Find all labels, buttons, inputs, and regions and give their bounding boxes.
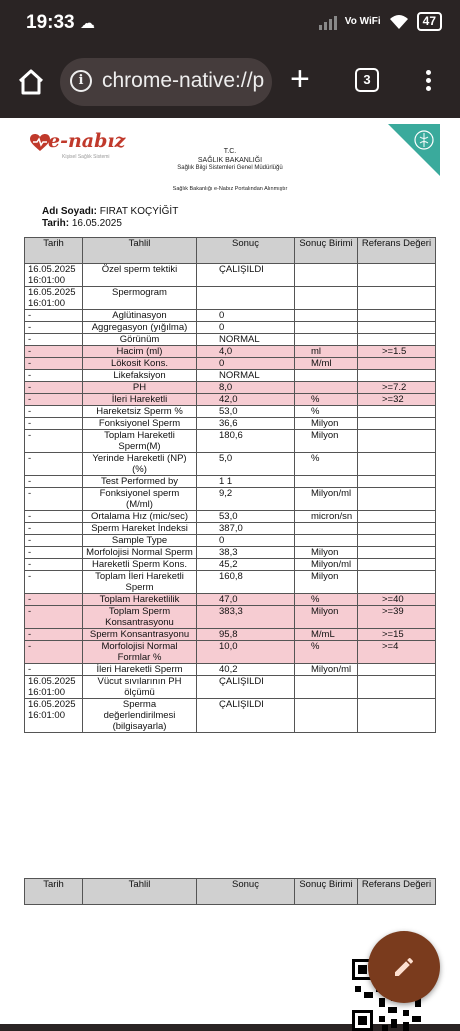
row-result: 38,3: [197, 547, 295, 559]
row-date: -: [25, 430, 83, 453]
row-test: Görünüm: [83, 334, 197, 346]
row-ref: [358, 488, 436, 511]
row-date: -: [25, 559, 83, 571]
row-result: 180,6: [197, 430, 295, 453]
row-unit: Milyon: [295, 606, 358, 629]
status-indicators: [319, 12, 442, 31]
row-result: NORMAL: [197, 370, 295, 382]
row-ref: [358, 511, 436, 523]
col-header-unit: Sonuç Birimi: [295, 879, 358, 905]
row-test: Vücut sıvılarının PH ölçümü: [83, 676, 197, 699]
col-header-date: Tarih: [25, 238, 83, 264]
row-date: 16.05.2025 16:01:00: [25, 699, 83, 733]
table-row: [25, 606, 436, 629]
wifi-icon: [389, 14, 409, 30]
table-body: [25, 264, 436, 733]
row-date: -: [25, 358, 83, 370]
pencil-icon: [392, 955, 416, 979]
row-date: -: [25, 453, 83, 476]
col-header-ref: Referans Değeri: [358, 879, 436, 905]
row-date: -: [25, 310, 83, 322]
row-unit: Milyon: [295, 418, 358, 430]
lab-results-table: [24, 237, 436, 733]
row-date: 16.05.2025 16:01:00: [25, 676, 83, 699]
report-page: [0, 118, 460, 860]
row-date: -: [25, 594, 83, 606]
row-unit: [295, 382, 358, 394]
row-unit: Milyon/ml: [295, 488, 358, 511]
row-date: -: [25, 641, 83, 664]
row-result: 5,0: [197, 453, 295, 476]
row-result: 53,0: [197, 406, 295, 418]
table-row: [25, 453, 436, 476]
row-date: -: [25, 629, 83, 641]
row-result: 47,0: [197, 594, 295, 606]
row-result: 95,8: [197, 629, 295, 641]
name-label: Adı Soyadı:: [42, 206, 98, 217]
row-date: -: [25, 418, 83, 430]
row-test: Ortalama Hız (mic/sec): [83, 511, 197, 523]
address-bar[interactable]: [60, 58, 272, 106]
row-unit: M/mL: [295, 629, 358, 641]
row-unit: [295, 322, 358, 334]
row-result: NORMAL: [197, 334, 295, 346]
col-header-test: Tahlil: [83, 879, 197, 905]
row-ref: [358, 334, 436, 346]
table-row: [25, 382, 436, 394]
row-result: 53,0: [197, 511, 295, 523]
row-date: 16.05.2025 16:01:00: [25, 287, 83, 310]
row-unit: [295, 676, 358, 699]
row-ref: [358, 322, 436, 334]
row-unit: micron/sn: [295, 511, 358, 523]
row-test: Fonksiyonel sperm (M/ml): [83, 488, 197, 511]
col-header-test: Tahlil: [83, 238, 197, 264]
row-unit: M/ml: [295, 358, 358, 370]
row-date: -: [25, 664, 83, 676]
row-result: 10,0: [197, 641, 295, 664]
row-test: İleri Hareketli Sperm: [83, 664, 197, 676]
row-date: -: [25, 334, 83, 346]
header-directorate: Sağlık Bilgi Sistemleri Genel Müdürlüğü: [177, 165, 283, 171]
row-unit: [295, 370, 358, 382]
row-ref: >=40: [358, 594, 436, 606]
table-header-row: [25, 238, 436, 264]
table-row: [25, 699, 436, 733]
row-test: Sperma değerlendirilmesi (bilgisayarla): [83, 699, 197, 733]
signal-icon: [319, 14, 337, 30]
row-test: Toplam Sperm Konsantrasyonu: [83, 606, 197, 629]
row-result: 9,2: [197, 488, 295, 511]
row-result: 8,0: [197, 382, 295, 394]
new-tab-button[interactable]: +: [290, 60, 310, 98]
row-ref: [358, 418, 436, 430]
name-value: FIRAT KOÇYİĞİT: [99, 206, 179, 217]
table-row: [25, 523, 436, 535]
report-date: [42, 218, 122, 229]
table-row: [25, 559, 436, 571]
row-ref: >=32: [358, 394, 436, 406]
row-test: Morfolojisi Normal Formlar %: [83, 641, 197, 664]
row-date: -: [25, 511, 83, 523]
row-ref: [358, 476, 436, 488]
row-ref: [358, 664, 436, 676]
row-ref: >=1.5: [358, 346, 436, 358]
row-date: -: [25, 476, 83, 488]
row-unit: Milyon/ml: [295, 664, 358, 676]
row-unit: [295, 476, 358, 488]
row-unit: Milyon/ml: [295, 559, 358, 571]
vowifi-label: Vo WiFi: [344, 15, 381, 27]
row-ref: >=15: [358, 629, 436, 641]
row-ref: [358, 699, 436, 733]
row-result: 387,0: [197, 523, 295, 535]
row-result: [197, 287, 295, 310]
row-ref: >=7.2: [358, 382, 436, 394]
row-unit: %: [295, 394, 358, 406]
table-row: [25, 264, 436, 287]
row-unit: %: [295, 641, 358, 664]
table-row: [25, 547, 436, 559]
row-date: -: [25, 346, 83, 358]
row-ref: [358, 370, 436, 382]
row-date: -: [25, 535, 83, 547]
row-unit: [295, 334, 358, 346]
row-result: 36,6: [197, 418, 295, 430]
cloud-icon: ☁: [80, 15, 95, 32]
tab-switcher-button[interactable]: 3: [355, 68, 379, 92]
row-result: ÇALIŞILDI: [197, 264, 295, 287]
row-test: Aglütinasyon: [83, 310, 197, 322]
patient-name: [42, 206, 178, 217]
table-row: [25, 346, 436, 358]
table-header-row: [25, 879, 436, 905]
row-unit: %: [295, 453, 358, 476]
row-ref: [358, 264, 436, 287]
row-ref: [358, 571, 436, 594]
row-test: Aggregasyon (yığılma): [83, 322, 197, 334]
table-row: [25, 535, 436, 547]
row-test: İleri Hareketli: [83, 394, 197, 406]
row-unit: [295, 535, 358, 547]
row-unit: [295, 287, 358, 310]
row-test: Sperm Konsantrasyonu: [83, 629, 197, 641]
table-row: [25, 322, 436, 334]
row-date: -: [25, 547, 83, 559]
row-result: 0: [197, 358, 295, 370]
date-value: 16.05.2025: [71, 218, 122, 229]
table-row: [25, 310, 436, 322]
row-date: 16.05.2025 16:01:00: [25, 264, 83, 287]
row-test: Hacim (ml): [83, 346, 197, 358]
row-test: PH: [83, 382, 197, 394]
row-test: Fonksiyonel Sperm: [83, 418, 197, 430]
header-tc: T.C.: [223, 148, 237, 155]
status-time: 19:33: [26, 12, 75, 33]
edit-fab-button[interactable]: [368, 931, 440, 1003]
row-unit: ml: [295, 346, 358, 358]
row-test: Sperm Hareket İndeksi: [83, 523, 197, 535]
row-test: Lökosit Kons.: [83, 358, 197, 370]
table-row: [25, 476, 436, 488]
table-row: [25, 430, 436, 453]
row-unit: Milyon: [295, 430, 358, 453]
col-header-result: Sonuç: [197, 238, 295, 264]
row-test: Spermogram: [83, 287, 197, 310]
row-date: -: [25, 488, 83, 511]
date-label: Tarih:: [42, 218, 70, 229]
row-ref: [358, 676, 436, 699]
row-result: ÇALIŞILDI: [197, 676, 295, 699]
url-text[interactable]: chrome-native://p: [102, 69, 265, 92]
table-row: [25, 629, 436, 641]
row-result: 0: [197, 322, 295, 334]
table-row: [25, 488, 436, 511]
row-unit: [295, 523, 358, 535]
row-ref: [358, 523, 436, 535]
row-unit: [295, 264, 358, 287]
row-date: -: [25, 523, 83, 535]
table-row: [25, 676, 436, 699]
row-unit: %: [295, 594, 358, 606]
row-result: ÇALIŞILDI: [197, 699, 295, 733]
logo-subtitle: Kişisel Sağlık Sistemi: [62, 154, 110, 160]
table-row: [25, 334, 436, 346]
row-test: Sample Type: [83, 535, 197, 547]
row-date: -: [25, 370, 83, 382]
row-result: 45,2: [197, 559, 295, 571]
row-unit: %: [295, 406, 358, 418]
row-test: Hareketli Sperm Kons.: [83, 559, 197, 571]
row-test: Özel sperm tektiki: [83, 264, 197, 287]
row-result: 160,8: [197, 571, 295, 594]
table-row: [25, 370, 436, 382]
col-header-date: Tarih: [25, 879, 83, 905]
browser-toolbar: [0, 50, 460, 118]
row-date: -: [25, 394, 83, 406]
row-result: 383,3: [197, 606, 295, 629]
header-ministry: SAĞLIK BAKANLIĞI: [197, 157, 263, 164]
table-row: [25, 394, 436, 406]
row-unit: Milyon: [295, 547, 358, 559]
row-ref: [358, 535, 436, 547]
table-row: [25, 571, 436, 594]
status-bar: [0, 0, 460, 50]
lab-results-table-2: [24, 878, 436, 905]
row-unit: [295, 699, 358, 733]
row-ref: [358, 406, 436, 418]
row-test: Toplam Hareketli Sperm(M): [83, 430, 197, 453]
more-vert-icon[interactable]: [418, 67, 438, 97]
table-row: [25, 511, 436, 523]
row-unit: Milyon: [295, 571, 358, 594]
row-test: Toplam Hareketlilik: [83, 594, 197, 606]
header-source: Sağlık Bakanlığı e-Nabız Portalından Alınmıştır: [172, 186, 288, 192]
table-row: [25, 641, 436, 664]
table-row: [25, 594, 436, 606]
row-date: -: [25, 382, 83, 394]
row-test: Likefaksiyon: [83, 370, 197, 382]
row-test: Morfolojisi Normal Sperm: [83, 547, 197, 559]
row-test: Hareketsiz Sperm %: [83, 406, 197, 418]
row-test: Yerinde Hareketli (NP) (%): [83, 453, 197, 476]
row-result: 42,0: [197, 394, 295, 406]
row-ref: [358, 310, 436, 322]
row-ref: [358, 287, 436, 310]
row-ref: [358, 453, 436, 476]
row-ref: [358, 559, 436, 571]
row-ref: [358, 547, 436, 559]
table-row: [25, 418, 436, 430]
col-header-result: Sonuç: [197, 879, 295, 905]
col-header-ref: Referans Değeri: [358, 238, 436, 264]
page-viewport[interactable]: [0, 118, 460, 1024]
logo-text: e-nabız: [48, 130, 126, 152]
row-result: 4,0: [197, 346, 295, 358]
row-unit: [295, 310, 358, 322]
info-icon[interactable]: i: [70, 70, 92, 92]
row-test: Toplam İleri Hareketli Sperm: [83, 571, 197, 594]
table-row: [25, 287, 436, 310]
row-ref: >=4: [358, 641, 436, 664]
row-result: 40,2: [197, 664, 295, 676]
col-header-unit: Sonuç Birimi: [295, 238, 358, 264]
row-date: -: [25, 571, 83, 594]
row-date: -: [25, 406, 83, 418]
table-row: [25, 664, 436, 676]
table-row: [25, 406, 436, 418]
table-row: [25, 358, 436, 370]
row-result: 1 1: [197, 476, 295, 488]
row-ref: [358, 358, 436, 370]
battery-icon: 47: [417, 12, 442, 31]
row-result: 0: [197, 310, 295, 322]
row-date: -: [25, 606, 83, 629]
row-ref: [358, 430, 436, 453]
home-icon[interactable]: [16, 67, 46, 97]
row-date: -: [25, 322, 83, 334]
row-result: 0: [197, 535, 295, 547]
row-test: Test Performed by: [83, 476, 197, 488]
row-ref: >=39: [358, 606, 436, 629]
